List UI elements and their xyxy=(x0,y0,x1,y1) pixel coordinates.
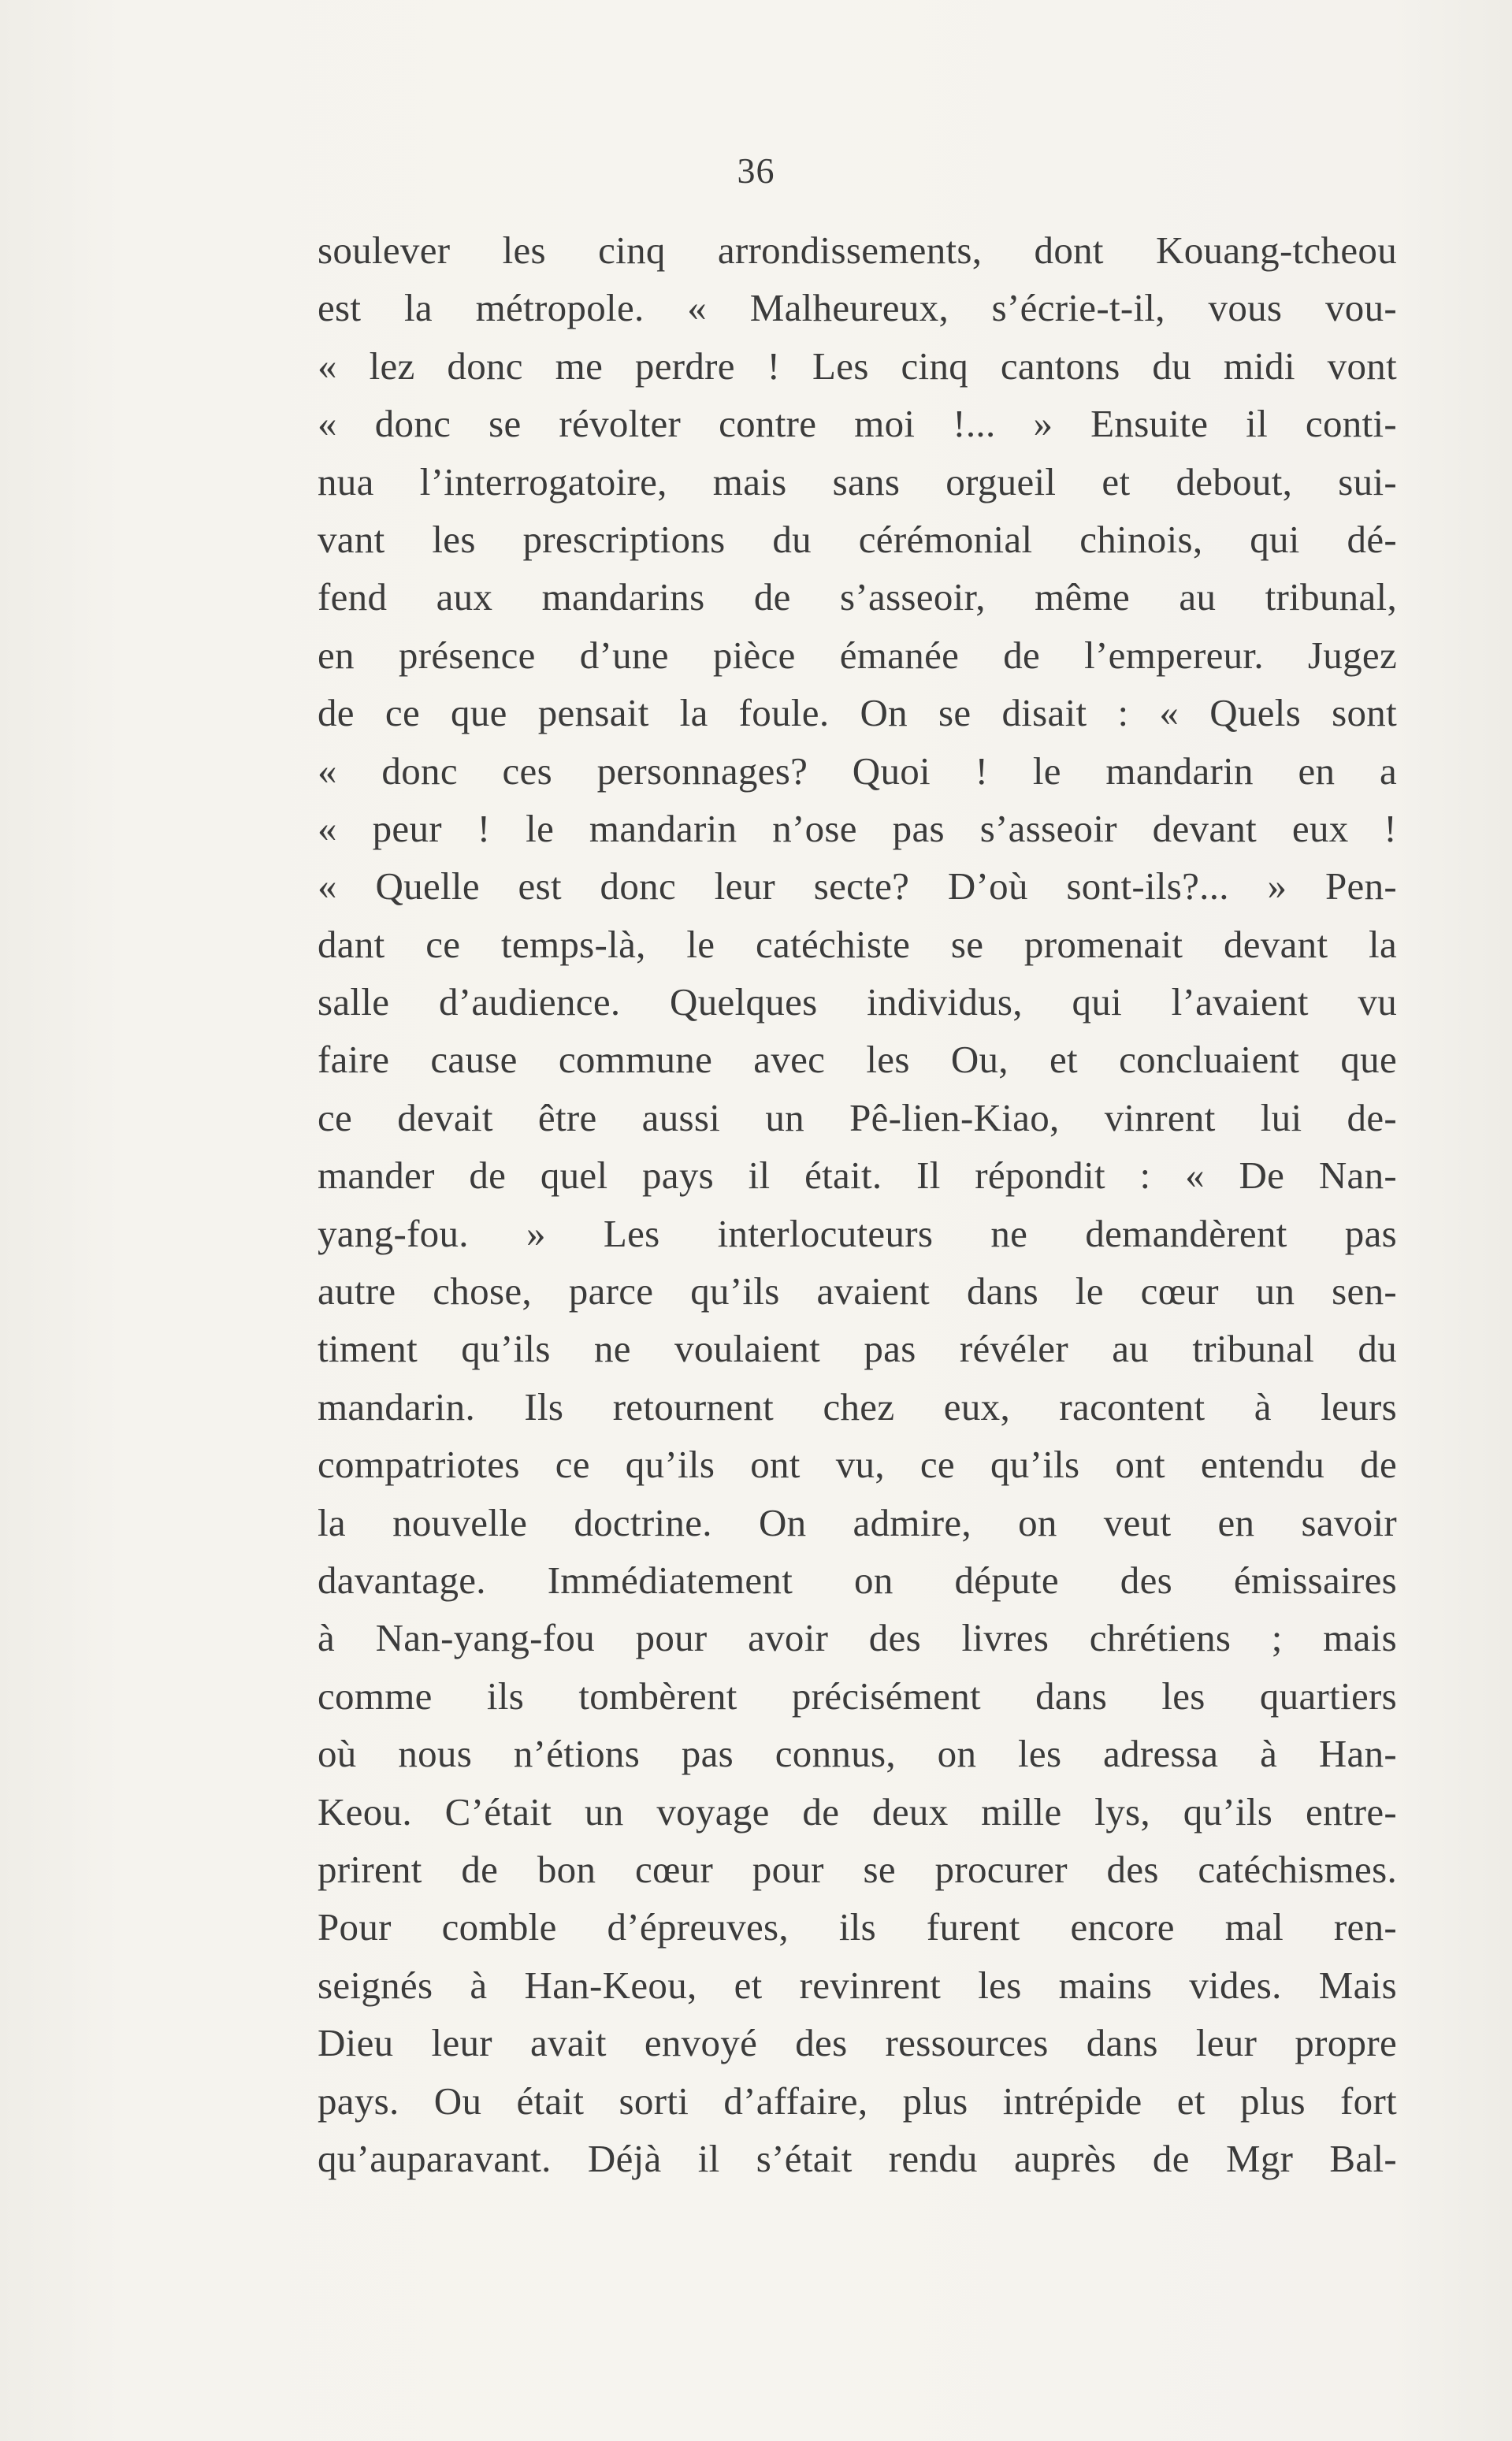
text-line: faire cause commune avec les Ou, et concluaient que xyxy=(318,1038,1397,1082)
text-line: autre chose, parce qu’ils avaient dans le cœur un sen- xyxy=(318,1269,1397,1313)
text-line: vant les prescriptions du cérémonial chinois, qui dé- xyxy=(318,517,1397,561)
text-line: de ce que pensait la foule. On se disait : « Quels sont xyxy=(318,691,1397,735)
text-line: où nous n’étions pas connus, on les adressa à Han- xyxy=(318,1732,1397,1776)
text-line: comme ils tombèrent précisément dans les quartiers xyxy=(318,1674,1397,1718)
text-line: compatriotes ce qu’ils ont vu, ce qu’ils ont entendu de xyxy=(318,1443,1397,1487)
text-line: prirent de bon cœur pour se procurer des catéchismes. xyxy=(318,1847,1397,1891)
page-number: 36 xyxy=(737,150,775,191)
text-line: davantage. Immédiatement on députe des émissaires xyxy=(318,1558,1397,1602)
text-line: qu’auparavant. Déjà il s’était rendu auprès de Mgr Bal- xyxy=(318,2136,1397,2180)
text-line: nua l’interrogatoire, mais sans orgueil et debout, sui- xyxy=(318,459,1397,503)
text-line: Dieu leur avait envoyé des ressources dans leur propre xyxy=(318,2021,1397,2065)
text-line: « Quelle est donc leur secte? D’où sont-ils?... » Pen- xyxy=(318,864,1397,908)
text-line: « peur ! le mandarin n’ose pas s’asseoir devant eux ! xyxy=(318,806,1397,850)
text-line: mander de quel pays il était. Il répondit : « De Nan- xyxy=(318,1154,1397,1198)
text-line: salle d’audience. Quelques individus, qui l’avaient vu xyxy=(318,980,1397,1024)
text-line: ce devait être aussi un Pê-lien-Kiao, vinrent lui de- xyxy=(318,1095,1397,1139)
text-line: timent qu’ils ne voulaient pas révéler au tribunal du xyxy=(318,1327,1397,1371)
text-line: seignés à Han-Keou, et revinrent les mains vides. Mais xyxy=(318,1963,1397,2007)
text-line: Keou. C’était un voyage de deux mille lys, qu’ils entre- xyxy=(318,1789,1397,1834)
text-line: soulever les cinq arrondissements, dont Kouang-tcheou xyxy=(318,228,1397,272)
text-line: à Nan-yang-fou pour avoir des livres chrétiens ; mais xyxy=(318,1616,1397,1660)
text-line: « donc se révolter contre moi !... » Ensuite il conti- xyxy=(318,402,1397,446)
text-line: fend aux mandarins de s’asseoir, même au tribunal, xyxy=(318,575,1397,619)
body-text xyxy=(318,221,1397,2187)
text-line: en présence d’une pièce émanée de l’empereur. Jugez xyxy=(318,633,1397,677)
text-line: Pour comble d’épreuves, ils furent encore mal ren- xyxy=(318,1905,1397,1949)
text-line: « lez donc me perdre ! Les cinq cantons du midi vont xyxy=(318,344,1397,388)
text-line: pays. Ou était sorti d’affaire, plus intrépide et plus fort xyxy=(318,2079,1397,2123)
text-line: la nouvelle doctrine. On admire, on veut en savoir xyxy=(318,1500,1397,1544)
text-line: dant ce temps-là, le catéchiste se promenait devant la xyxy=(318,922,1397,966)
text-line: est la métropole. « Malheureux, s’écrie-t-il, vous vou- xyxy=(318,286,1397,330)
text-line: mandarin. Ils retournent chez eux, racontent à leurs xyxy=(318,1384,1397,1429)
text-line: « donc ces personnages? Quoi ! le mandarin en a xyxy=(318,749,1397,793)
text-line: yang-fou. » Les interlocuteurs ne demandèrent pas xyxy=(318,1211,1397,1255)
